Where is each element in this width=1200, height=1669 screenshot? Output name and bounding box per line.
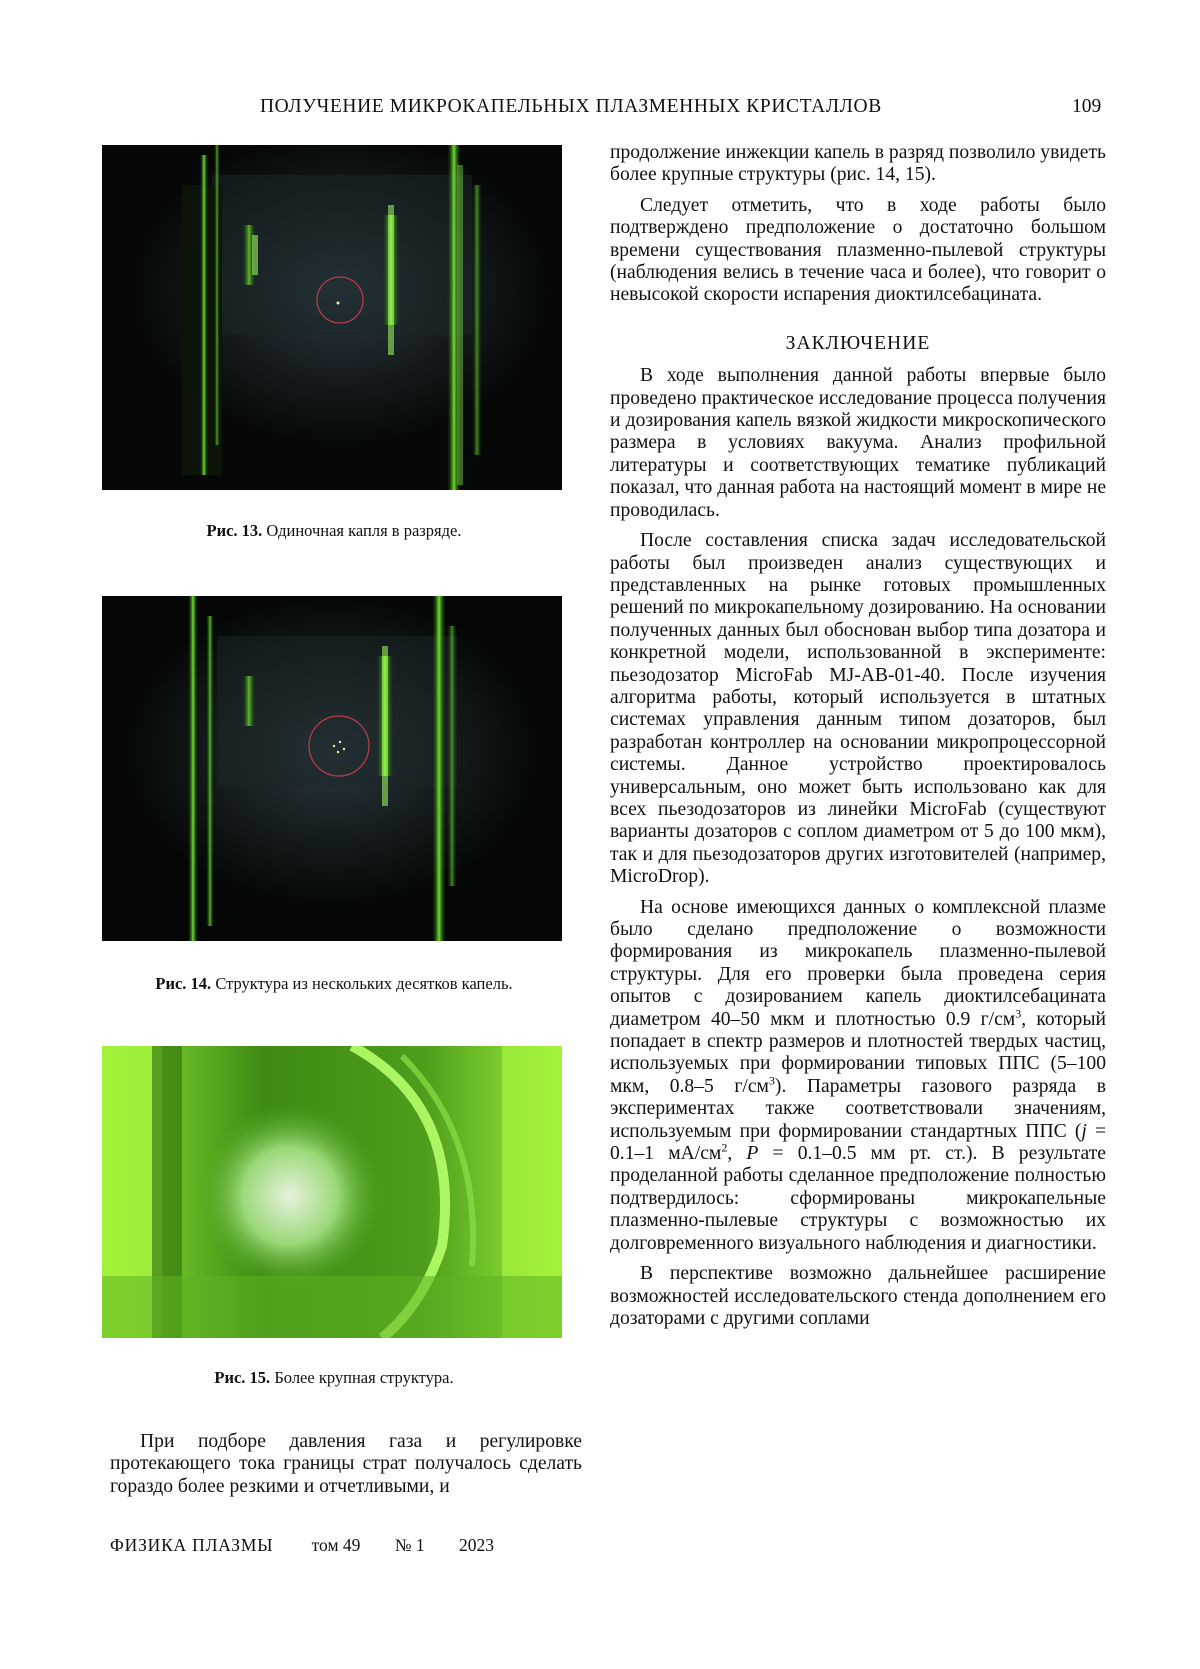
paragraph-conclusion-4: В перспективе возможно дальнейшее расширение возможностей исследовательского стенда дополнением его дозаторами с другими соплами	[610, 1263, 1106, 1329]
journal-name: ФИЗИКА ПЛАЗМЫ	[110, 1535, 274, 1555]
journal-year: 2023	[459, 1535, 495, 1555]
journal-volume: том 49	[311, 1535, 361, 1555]
right-column-text	[610, 142, 1106, 1338]
page-number: 109	[1072, 96, 1102, 117]
figure-15-label: Рис. 15.	[214, 1368, 271, 1387]
section-heading-conclusion: ЗАКЛЮЧЕНИЕ	[785, 332, 931, 354]
paragraph-lifetime: Следует отметить, что в ходе работы было подтверждено предположение о достаточно большом времени существования плазменно-пылевой структуры (наблюдения велись в течение часа и более), что говорит о невысокой скорости испарения диоктилсебацината.	[610, 194, 1106, 306]
figure-15-caption	[60, 1368, 608, 1388]
paragraph-conclusion-2: После составления списка задач исследовательской работы был произведен анализ существующих и представленных на рынке готовых промышленных решений по микрокапельному дозированию. На основании полученных данных был обоснован выбор типа дозатора и конкретной модели, использованной в эксперименте: пьезодозатор MicroFab MJ-AB-01-40. После изучения алгоритма работы, который используется в штатных системах управления данным типом дозаторов, был разработан контроллер на основании микропроцессорной системы. Данное устройство проектировалось универсальным, оно может быть использовано как для всех пьезодозаторов из линейки MicroFab (существуют варианты дозаторов с соплом диаметром от 5 до 100 мкм), так и для пьезодозаторов других изготовителей (например, MicroDrop).	[610, 530, 1106, 888]
figure-15-large-structure-photo	[102, 1046, 562, 1338]
paragraph-conclusion-1: В ходе выполнения данной работы впервые было проведено практическое исследование процесса получения и дозирования капель вязкой жидкости микроскопического размера в условиях вакуума. Анализ профильной литературы и соответствующих тематике публикаций показал, что данная работа на настоящий момент в мире не проводилась.	[610, 365, 1107, 521]
paragraph-continuation: продолжение инжекции капель в разряд позволило увидеть более крупные структуры (рис. 14, 15).	[610, 142, 1106, 186]
figure-14-multi-drop-photo	[102, 596, 562, 941]
figure-13-single-drop-photo	[102, 145, 562, 490]
figure-14-caption	[60, 974, 608, 994]
figure-13-label: Рис. 13.	[206, 521, 263, 540]
paragraph-gas-pressure: При подборе давления газа и регулировке протекающего тока границы страт получалось сделать гораздо более резкими и отчетливыми, и	[110, 1431, 582, 1497]
figure-14-label: Рис. 14.	[155, 974, 212, 993]
figure-13-text: Одиночная капля в разряде.	[266, 521, 462, 540]
journal-footer	[110, 1535, 524, 1556]
paragraph-conclusion-3: На основе имеющихся данных о комплексной плазме было сделано предположение о возможности формирования из микрокапель плазменно-пылевой структуры. Для его проверки была проведена серия опытов с дозированием капель диоктилсебацината диаметром 40–50 мкм и плотностью 0.9 $г/см^3$, который попадает в спектр размеров и плотностей твердых частиц, используемых при формировании типовых ППС (5–100 мкм, 0.8–5 $г/см^3$). Параметры газового разряда в экспериментах также соответствовали значениям, используемым при формировании стандартных ППС (j = 0.1–1 $мА/см^2$, P = 0.1–0.5 мм рт. ст.). В результате проделанной работы сделанное предположение полностью подтвердилось: сформированы микрокапельные плазменно-пылевые структуры с возможностью их долговременного визуального наблюдения и диагностики.	[610, 896, 1107, 1254]
figure-13-caption	[60, 521, 608, 541]
journal-issue: № 1	[394, 1535, 425, 1555]
figure-15-text: Более крупная структура.	[274, 1368, 454, 1387]
left-column-text	[110, 1431, 582, 1506]
running-title: ПОЛУЧЕНИЕ МИКРОКАПЕЛЬНЫХ ПЛАЗМЕННЫХ КРИСТАЛЛОВ	[260, 96, 882, 117]
figure-14-text: Структура из нескольких десятков капель.	[215, 974, 513, 993]
